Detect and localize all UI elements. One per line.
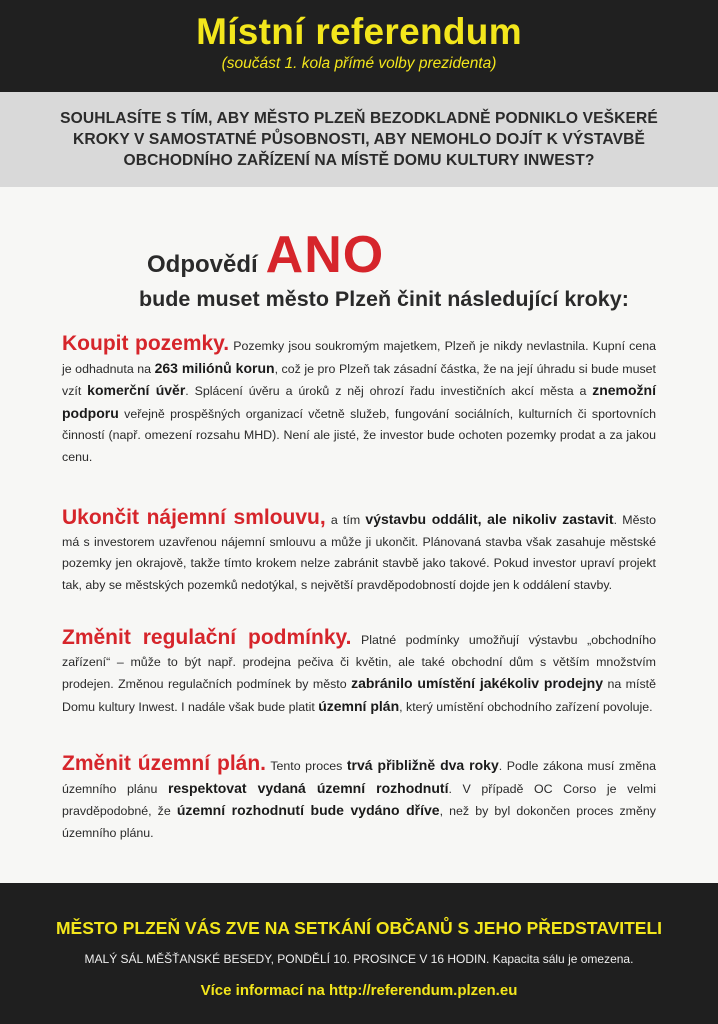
step-text: . V případě OC Corso je velmi pravděpodobné, že	[62, 781, 656, 818]
answer-ano: ANO	[265, 226, 385, 284]
question-band	[0, 92, 718, 187]
referendum-website-link[interactable]: http://referendum.plzen.eu	[329, 982, 518, 999]
footer-banner	[0, 883, 718, 1024]
step-text: , což je pro Plzeň tak zásadní částka, že na její úhradu si bude muset vzít	[62, 361, 656, 398]
referendum-question: SOUHLASÍTE S TÍM, ABY MĚSTO PLZEŇ BEZODKLADNĚ PODNIKLO VEŠKERÉ KROKY V SAMOSTATNÉ PŮSOBNOSTI, ABY NEMOHLO DOJÍT K VÝSTAVBĚ OBCHODNÍHO ZAŘÍZENÍ NA MÍSTĚ DOMU KULTURY INWEST?	[60, 110, 658, 169]
meeting-venue	[0, 951, 718, 967]
step-heading: Koupit pozemky.	[62, 332, 230, 355]
main-content	[0, 187, 718, 883]
step-emphasis: znemožní podporu	[62, 382, 656, 421]
step-heading: Změnit regulační podmínky.	[62, 626, 352, 649]
step-emphasis: trvá přibližně dva roky	[346, 757, 499, 773]
lead-prefix: Odpovědí	[147, 251, 258, 278]
step-emphasis: 263 miliónů korun	[154, 359, 275, 376]
step-emphasis: územní plán	[318, 697, 400, 714]
lead-line-1	[147, 225, 384, 285]
capacity-note: Kapacita sálu je omezena.	[492, 952, 634, 966]
step-end-lease	[62, 507, 656, 596]
step-emphasis: respektovat vydaná územní rozhodnutí	[167, 779, 449, 796]
step-text: Platné podmínky umožňují výstavbu „obchodního zařízení“ – může to být např. prodejna pečiva či květin, ale také obchodní dům s větším množstvím prodejen. Změnou regulačních podmínek by město	[62, 633, 656, 691]
step-heading: Změnit územní plán.	[62, 752, 267, 775]
venue-details: MALÝ SÁL MĚŠŤANSKÉ BESEDY, PONDĚLÍ 10. PROSINCE V 16 HODIN.	[84, 952, 490, 966]
step-buy-land	[62, 333, 656, 468]
step-change-zoning-plan	[62, 753, 656, 844]
step-emphasis: komerční úvěr	[87, 382, 186, 398]
step-text: Pozemky jsou soukromým majetkem, Plzeň je nikdy nevlastnila. Kupní cena je odhadnuta na	[62, 339, 657, 376]
step-text: , který umístění obchodního zařízení povoluje.	[399, 699, 653, 714]
meeting-invitation: MĚSTO PLZEŇ VÁS ZVE NA SETKÁNÍ OBČANŮ S JEHO PŘEDSTAVITELI	[55, 918, 663, 938]
step-text: Tento proces	[266, 759, 347, 773]
step-emphasis: územní rozhodnutí bude vydáno dříve	[176, 802, 440, 818]
step-emphasis: zabránilo umístění jakékoliv prodejny	[351, 675, 604, 691]
more-info-label: Více informací na	[200, 982, 330, 999]
lead-line-2: bude muset město Plzeň činit následující kroky:	[139, 287, 629, 311]
step-text: . Splácení úvěru a úroků z něj ohrozí řadu investičních akcí města a	[185, 384, 593, 398]
step-text: veřejně prospěšných organizací včetně služeb, fungování sociálních, kulturních či sportovních činností (např. omezení rozsahu MHD). Není ale jisté, že investor bude ochoten pozemky prodat a za jakou cenu.	[62, 406, 656, 464]
step-text: na místě Domu kultury Inwest. I nadále však bude platit	[62, 677, 656, 714]
step-change-regulation	[62, 627, 656, 718]
header-banner	[0, 0, 718, 92]
page-title: Místní referendum	[196, 11, 522, 52]
step-text: a tím	[325, 513, 366, 527]
step-text: , než by byl dokončen proces změny územního plánu.	[62, 804, 656, 840]
step-heading: Ukončit nájemní smlouvu,	[62, 506, 326, 529]
step-emphasis: výstavbu oddálit, ale nikoliv zastavit	[365, 511, 614, 527]
more-info	[0, 981, 718, 1001]
step-text: . Město má s investorem uzavřenou nájemní smlouvu a může ji ukončit. Plánovaná stavba však zasahuje městské pozemky jen okrajově, takže tímto krokem nelze zabránit stavbě jako takové. Pokud investor upraví projekt tak, aby se městských pozemků nedotýkal, s největší pravděpodobností dojde jen k oddálení stavby.	[62, 513, 656, 592]
page-subtitle: (součást 1. kola přímé volby prezidenta)	[221, 55, 497, 72]
step-text: . Podle zákona musí změna územního plánu	[62, 759, 657, 796]
